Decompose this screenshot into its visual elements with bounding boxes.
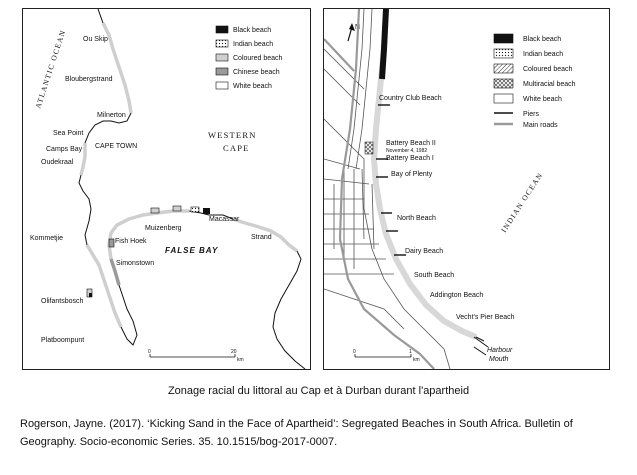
legend-label: Multiracial beach [523, 81, 576, 88]
place-harbour-line1: Harbour [487, 347, 513, 354]
place-dairy-beach: Dairy Beach [405, 248, 444, 255]
legend-label: Black beach [523, 36, 562, 43]
durban-scale-bar [353, 349, 420, 363]
place-macassar: Macassar [209, 216, 240, 223]
figure-caption: Zonage racial du littoral au Cap et à Durban durant l'apartheid [167, 385, 470, 397]
scale-unit: km [237, 357, 244, 363]
place-south-beach: South Beach [414, 272, 455, 279]
place-muizenberg: Muizenberg [145, 225, 182, 232]
cape-black-beach-marker [203, 208, 210, 214]
place-cape-town: CAPE TOWN [95, 143, 138, 150]
durban-city-grid [324, 9, 450, 369]
place-fish-hoek: Fish Hoek [115, 238, 147, 245]
durban-map-svg [324, 9, 609, 369]
legend-label: White beach [233, 83, 272, 90]
legend-label: Main roads [523, 122, 558, 129]
legend-swatch-white [494, 94, 513, 103]
legend-swatch-black [494, 34, 513, 43]
legend-swatch-coloured [216, 54, 228, 61]
cape-scale-bar [148, 349, 244, 363]
cape-legend [216, 26, 283, 90]
legend-swatch-indian [494, 49, 513, 58]
cape-town-map-svg [23, 9, 310, 369]
place-milnerton: Milnerton [97, 112, 126, 119]
place-bay-of-plenty: Bay of Plenty [391, 171, 433, 178]
place-vechts-pier-beach: Vecht's Pier Beach [456, 314, 515, 321]
legend-swatch-indian [216, 40, 228, 47]
place-battery-beach-i: Battery Beach I [386, 155, 434, 162]
place-strand: Strand [251, 234, 272, 241]
place-bloubergstrand: Bloubergstrand [65, 76, 113, 83]
place-sea-point: Sea Point [53, 130, 84, 137]
western-cape-label-line2: CAPE [223, 143, 250, 153]
durban-multiracial-beach [365, 142, 373, 154]
cape-chinese-beach-marker [109, 239, 114, 247]
legend-label: Piers [523, 111, 539, 118]
false-bay-label: FALSE BAY [165, 246, 219, 255]
place-battery-beach-ii-date: November 4, 1982 [386, 148, 428, 154]
place-platboompunt: Platboompunt [41, 337, 85, 344]
scale-end: 20 [231, 349, 237, 355]
durban-black-beach [382, 9, 386, 79]
cape-black-beach-marker [89, 293, 92, 297]
legend-swatch-black [216, 26, 228, 33]
legend-swatch-chinese [216, 68, 228, 75]
place-oudekraal: Oudekraal [41, 159, 74, 166]
legend-label: Indian beach [523, 51, 564, 58]
legend-label: Coloured beach [233, 55, 283, 62]
place-battery-beach-ii: Battery Beach II [386, 140, 436, 147]
cape-indian-beach-marker [191, 207, 199, 212]
figure-citation: Rogerson, Jayne. (2017). ‘Kicking Sand in the Face of Apartheid’: Segregated Beaches in South Africa. Bulletin of Geography. Socio-economic Series. 35. 10.1515/bog-2017-0007. [20, 418, 573, 448]
cape-coloured-beach-marker [151, 208, 159, 213]
place-camps-bay: Camps Bay [46, 146, 83, 153]
legend-label: Coloured beach [523, 66, 573, 73]
place-ou-skip: Ou Skip [83, 36, 108, 43]
place-addington-beach: Addington Beach [430, 292, 484, 299]
legend-label: Indian beach [233, 41, 274, 48]
cape-coloured-beach-marker [173, 206, 181, 211]
legend-label: White beach [523, 96, 562, 103]
indian-ocean-label: INDIAN OCEAN [499, 170, 545, 235]
western-cape-label-line1: WESTERN [208, 130, 257, 140]
durban-map [323, 8, 610, 370]
scale-unit: km [413, 357, 420, 363]
north-arrow-icon [348, 23, 355, 41]
cape-coastline [79, 9, 305, 369]
legend-swatch-white [216, 82, 228, 89]
legend-swatch-coloured [494, 64, 513, 73]
legend-label: Chinese beach [233, 69, 280, 76]
place-country-club-beach: Country Club Beach [379, 95, 442, 102]
atlantic-ocean-label: ATLANTIC OCEAN [33, 28, 68, 110]
scale-end: 1 [409, 349, 412, 355]
place-north-beach: North Beach [397, 215, 436, 222]
place-olifantsbosch: Olifantsbosch [41, 298, 84, 305]
legend-label: Black beach [233, 27, 272, 34]
durban-legend [494, 34, 576, 129]
cape-town-map [22, 8, 311, 370]
scale-start: 0 [148, 349, 151, 355]
place-kommetjie: Kommetjie [30, 235, 64, 242]
place-harbour-line2: Mouth [489, 356, 509, 363]
legend-swatch-multiracial [494, 79, 513, 88]
scale-start: 0 [353, 349, 356, 355]
place-simonstown: Simonstown [116, 260, 155, 267]
cape-beach-band [87, 245, 121, 327]
durban-piers [376, 105, 406, 255]
north-label: N [355, 24, 361, 31]
